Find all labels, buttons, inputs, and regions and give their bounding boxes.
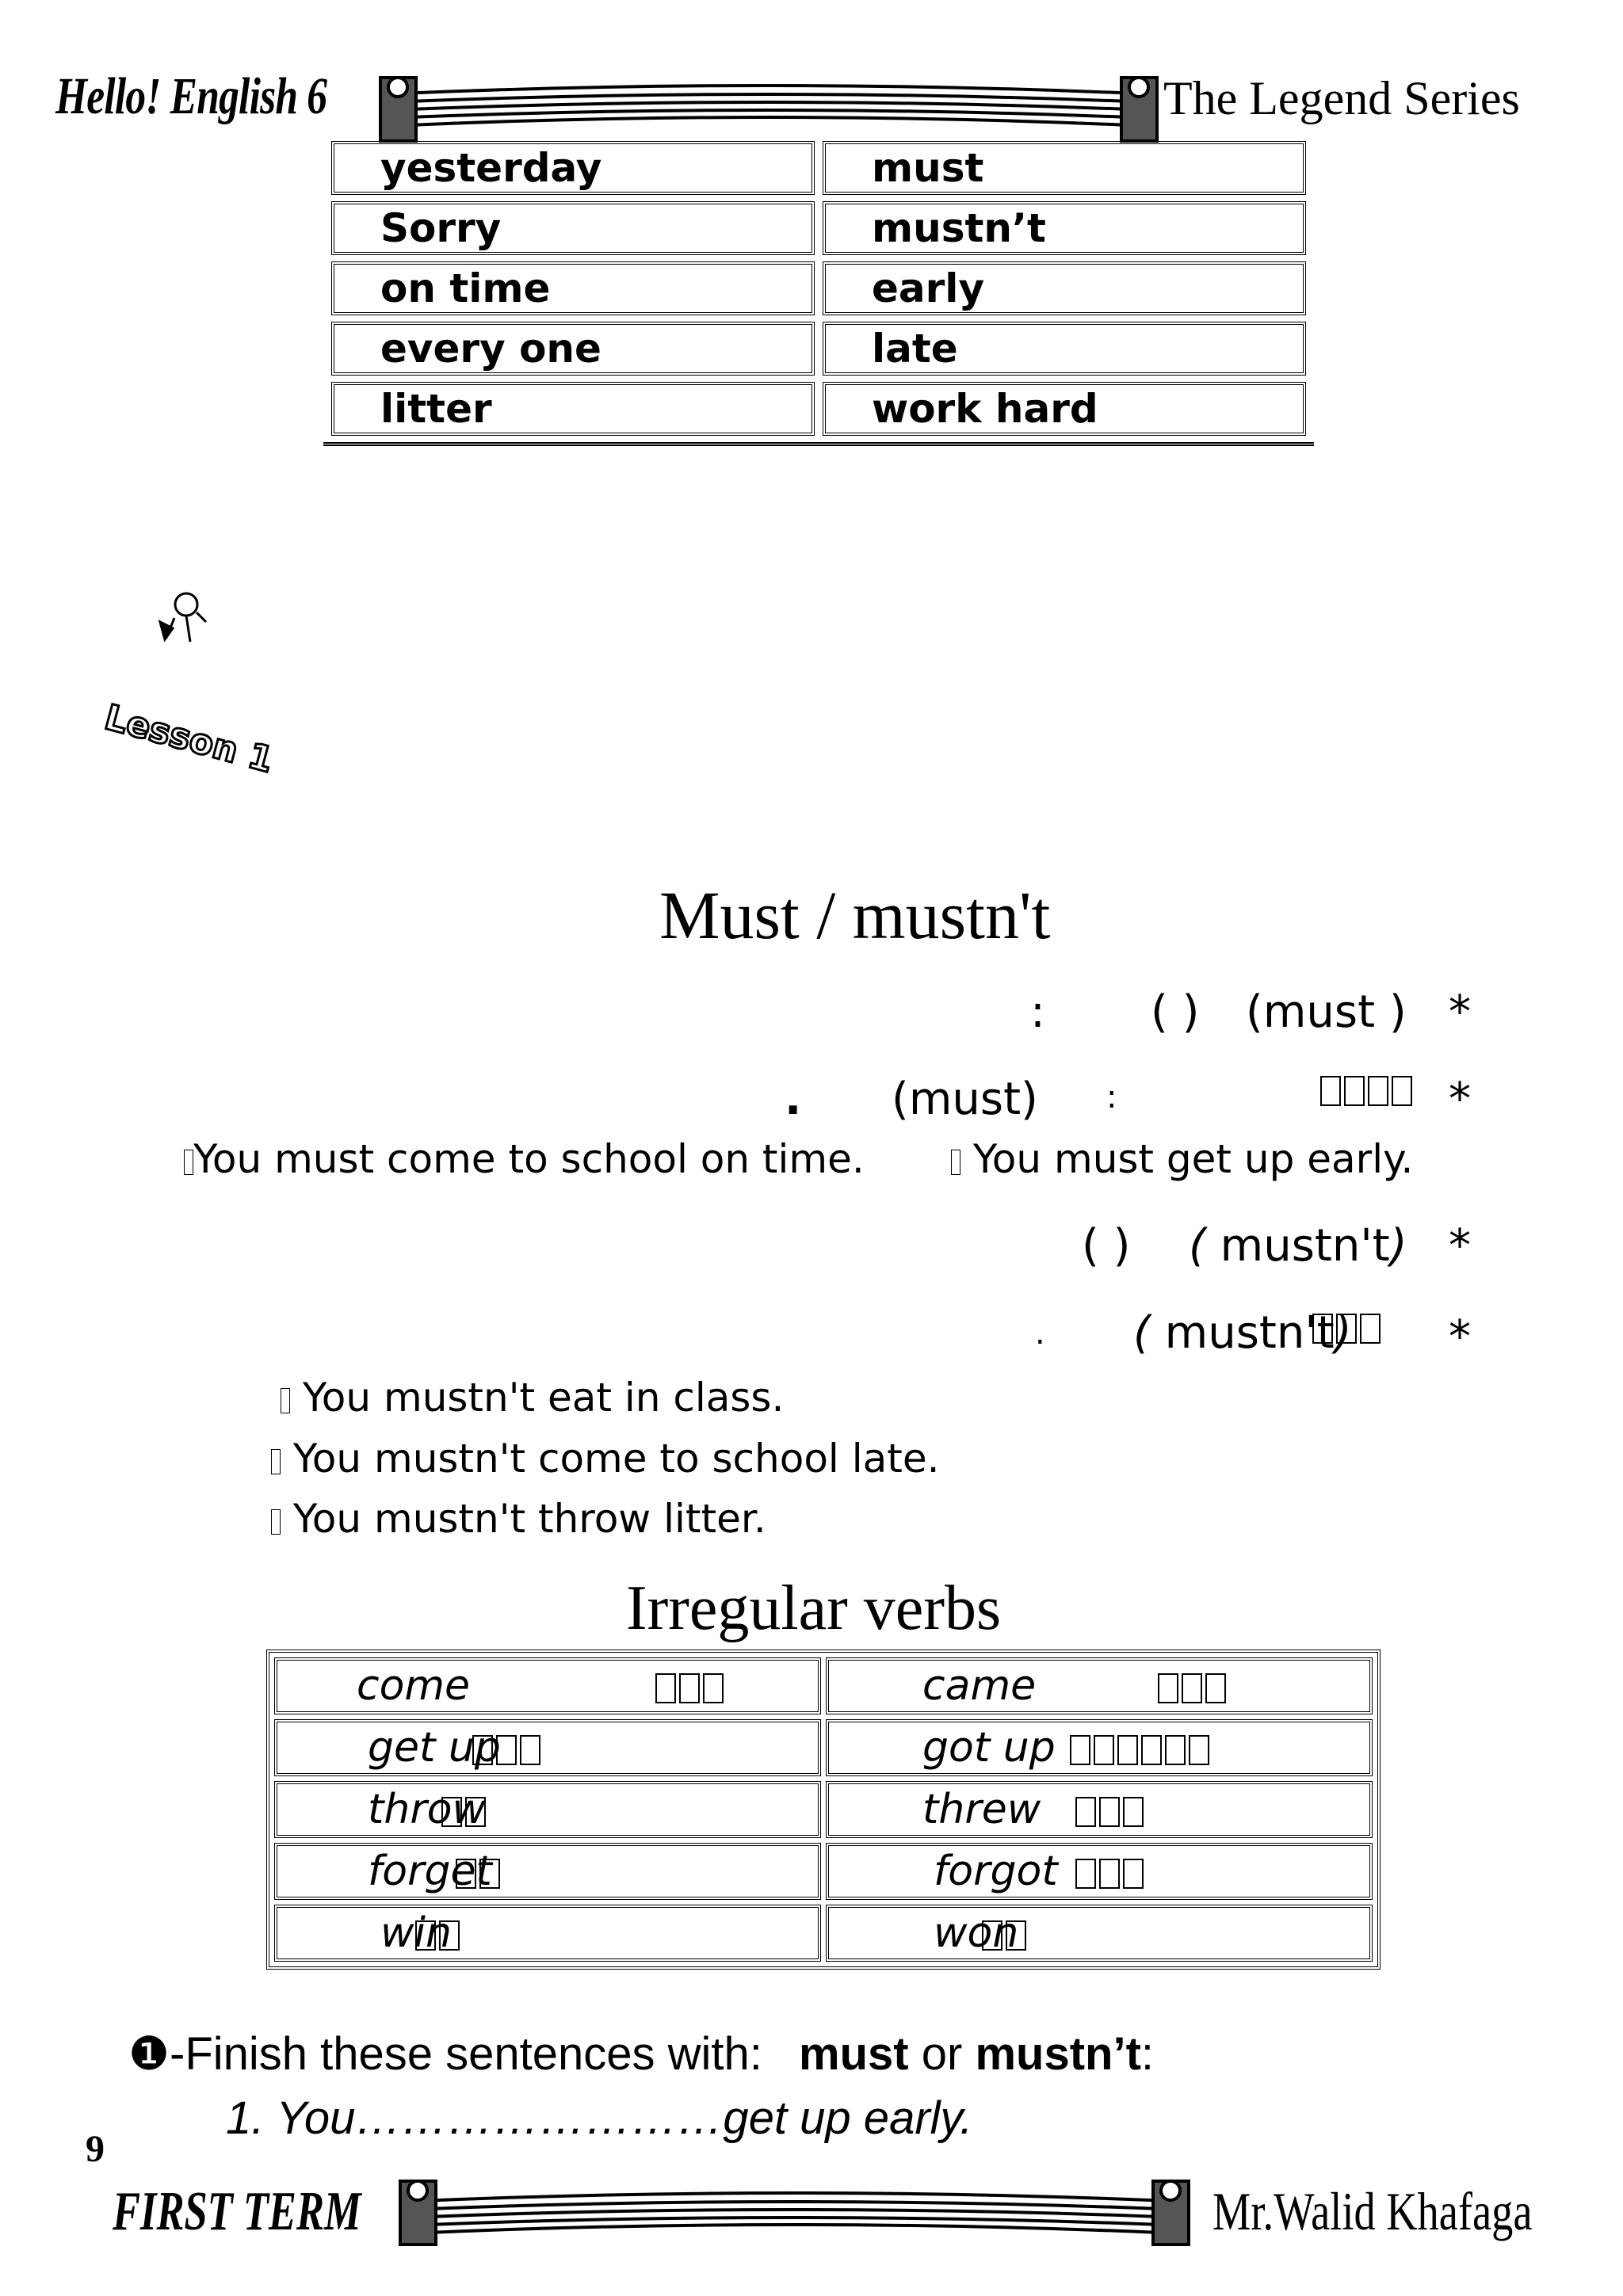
example-sentence: You mustn't eat in class. (277, 1375, 784, 1421)
asterisk: * (1449, 1074, 1471, 1125)
bullet-icon (184, 1150, 193, 1175)
irregular-title: Irregular verbs (626, 1573, 1002, 1643)
rule-term: (must ) (1246, 986, 1407, 1038)
rule-colon: : (1106, 1079, 1117, 1116)
table-row (331, 201, 1306, 255)
verb-cell: won (826, 1905, 1373, 1962)
example-sentence: You mustn't throw litter. (268, 1496, 766, 1542)
rule-term: ( mustn't) (1133, 1307, 1352, 1359)
rule-term: ( mustn't) (1189, 1220, 1407, 1272)
series-title: The Legend Series (1163, 72, 1520, 124)
bullet-icon (271, 1449, 281, 1474)
example-sentence: You must get up early. (948, 1136, 1413, 1182)
table-row (331, 322, 1306, 376)
bullet-icon (271, 1509, 281, 1535)
number-one-icon: ❶ (128, 2028, 170, 2080)
rule-paren: ( ) (1082, 1220, 1131, 1272)
rule-colon: : (1030, 986, 1045, 1038)
vocab-cell: on time (331, 261, 815, 315)
bullet-icon (951, 1150, 960, 1175)
footer-banner (396, 2169, 1193, 2248)
vocab-table (323, 135, 1314, 446)
grammar-title: Must / mustn't (659, 877, 1051, 953)
vocab-cell: late (823, 322, 1306, 376)
table-row (274, 1719, 1373, 1776)
vocab-cell: work hard (823, 382, 1306, 436)
table-row (274, 1843, 1373, 1900)
rule-term: (must) (892, 1074, 1038, 1125)
verb-cell: come (274, 1657, 821, 1714)
exercise-instruction: ❶-Finish these sentences with: must or mustn’t: (128, 2028, 1155, 2080)
verb-cell: win (274, 1905, 821, 1962)
bullet-icon (281, 1388, 290, 1413)
table-row (274, 1905, 1373, 1962)
verb-cell: forgot (826, 1843, 1373, 1900)
footer-term: FIRST TERM (113, 2181, 361, 2242)
asterisk: * (1449, 986, 1471, 1038)
page-number: 9 (86, 2128, 105, 2170)
verb-cell: get up (274, 1719, 821, 1776)
table-row (274, 1657, 1373, 1714)
missing-glyph-icon (1309, 1314, 1381, 1344)
verb-cell: got up (826, 1719, 1373, 1776)
asterisk: * (1449, 1220, 1471, 1272)
verb-cell: forget (274, 1843, 821, 1900)
cartoon-figure-icon (151, 582, 214, 646)
exercise-item: 1. You……………………get up early. (226, 2092, 973, 2144)
verb-cell: came (826, 1657, 1373, 1714)
table-row (331, 382, 1306, 436)
must-term: must (1262, 986, 1376, 1038)
rule-period: . (785, 1074, 802, 1125)
vocab-cell: every one (331, 322, 815, 376)
verb-cell: throw (274, 1781, 821, 1838)
verb-cell: threw (826, 1781, 1373, 1838)
example-sentence: You must come to school on time. (181, 1136, 865, 1182)
book-title: Hello! English 6 (55, 67, 327, 125)
footer-author: Mr.Walid Khafaga (1212, 2181, 1533, 2241)
vocab-cell: must (823, 141, 1306, 195)
example-sentence: You mustn't come to school late. (268, 1436, 939, 1482)
table-row (331, 141, 1306, 195)
vocab-cell: litter (331, 382, 815, 436)
vocab-cell: yesterday (331, 141, 815, 195)
vocab-cell: Sorry (331, 201, 815, 255)
rule-period: . (1035, 1315, 1045, 1352)
must-term: must (908, 1074, 1022, 1125)
vocab-cell: mustn’t (823, 201, 1306, 255)
lesson-label: Lesson 1 (100, 697, 278, 781)
rule-paren: ( ) (1151, 986, 1200, 1038)
table-row (274, 1781, 1373, 1838)
missing-glyph-icon (1317, 1076, 1412, 1106)
irregular-verbs-table (266, 1650, 1381, 1970)
table-row (331, 261, 1306, 315)
asterisk: * (1449, 1311, 1471, 1363)
vocab-cell: early (823, 261, 1306, 315)
